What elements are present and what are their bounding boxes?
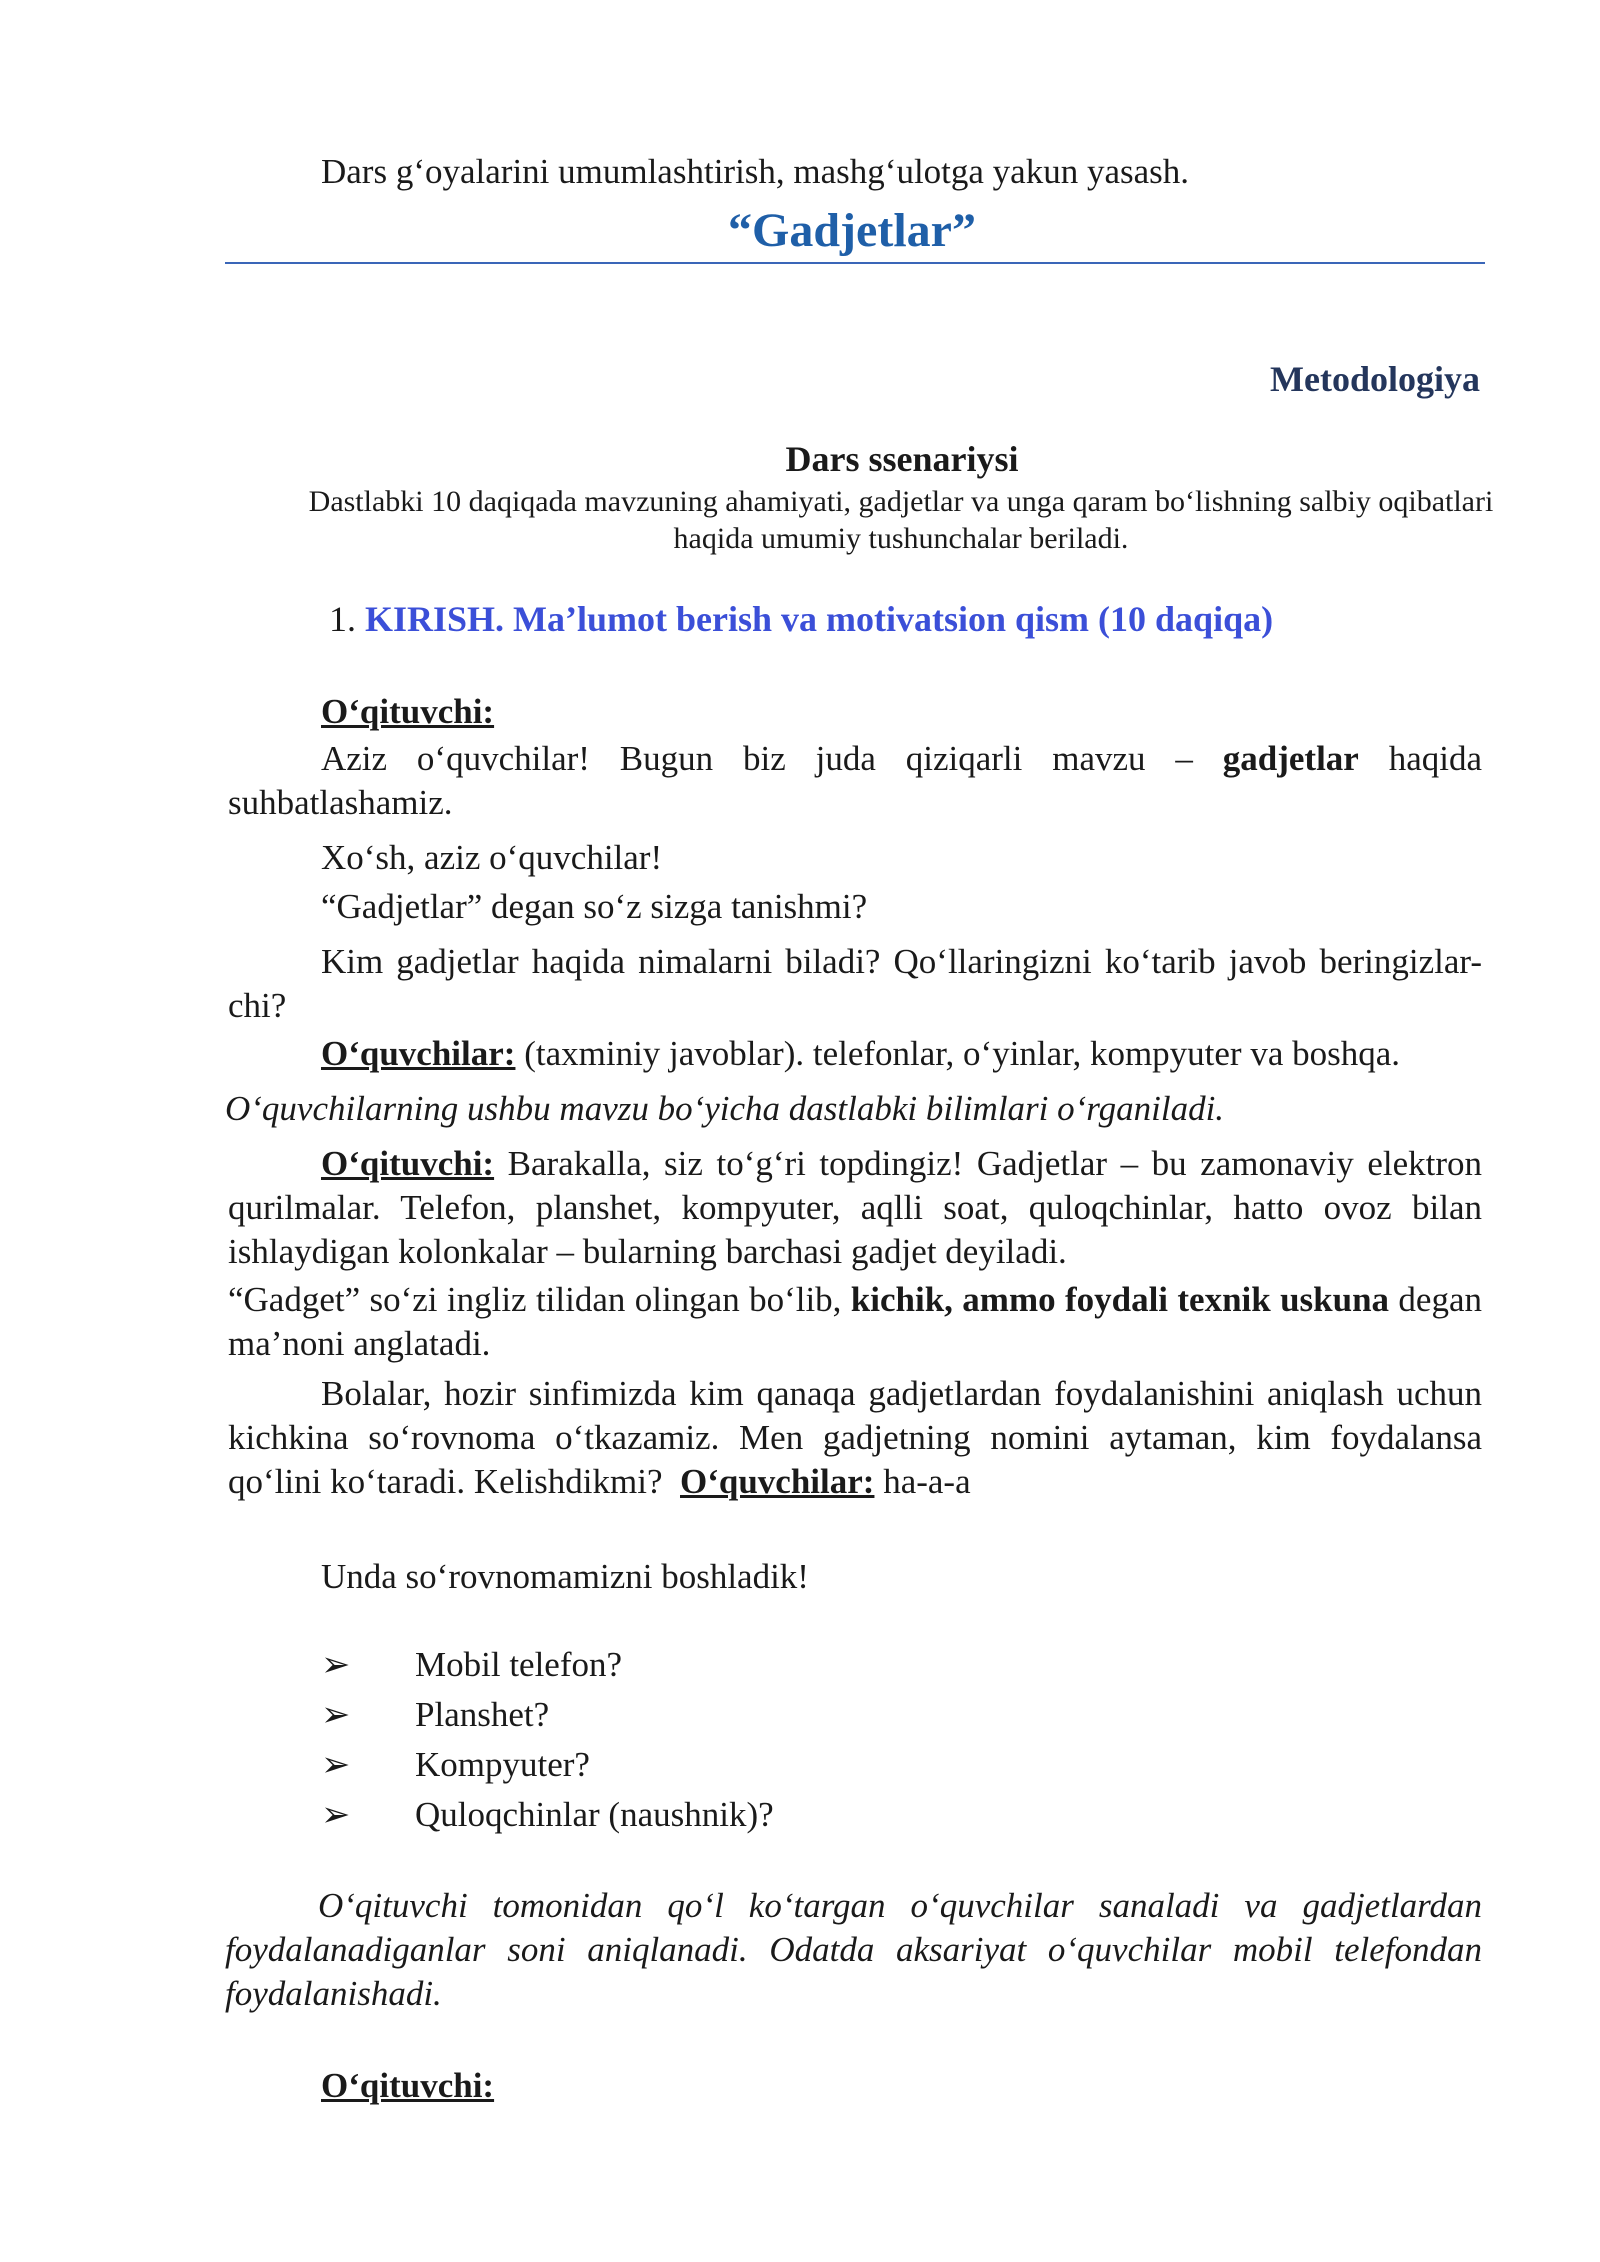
students-answer-line	[321, 1034, 1400, 1074]
italic-note-count-text: O‘qituvchi tomonidan qo‘l ko‘targan o‘quvchilar sanaladi va gadjetlardan foydalanadiganlar soni aniqlanadi. Odatda aksariyat o‘quvchilar mobil telefondan foydalanishadi.	[225, 1886, 1482, 2013]
title-divider	[225, 262, 1485, 264]
teacher-label-bottom: O‘qituvchi:	[321, 2066, 495, 2105]
gadget-word-bold: kichik, ammo foydali texnik uskuna	[850, 1280, 1390, 1319]
teacher-explain-label: O‘qituvchi:	[321, 1144, 495, 1183]
document-title: “Gadjetlar”	[728, 204, 976, 257]
arrow-bullet-icon: ➢	[321, 1645, 351, 1684]
survey-text: Bolalar, hozir sinfimizda kim qanaqa gadjetlardan foydalanishini aniqlash uchun kichkina so‘rovnoma o‘tkazamiz. Men gadjetning nomini aytaman, kim foydalansa qo‘lini ko‘taradi. Kelishdikmi?	[228, 1374, 1482, 1501]
italic-note-count	[225, 1884, 1482, 2016]
gadget-word-paragraph	[228, 1278, 1482, 1366]
arrow-bullet-icon: ➢	[321, 1745, 351, 1784]
gadget-word-tail: degan ma’noni anglatadi.	[228, 1280, 1482, 1363]
methodology-heading: Metodologiya	[1270, 359, 1480, 399]
survey-students-label: O‘quvchilar:	[680, 1462, 875, 1501]
students-answer-text: (taxminiy javoblar). telefonlar, o‘yinlar, kompyuter va boshqa.	[524, 1034, 1401, 1073]
section-number: 1.	[329, 599, 356, 639]
teacher-explain-paragraph	[228, 1142, 1482, 1274]
teacher-label: O‘qituvchi:	[321, 692, 495, 731]
who-paragraph: Kim gadjetlar haqida nimalarni biladi? Qo‘llaringizni ko‘tarib javob beringizlar-chi?	[228, 942, 1482, 1025]
list-item-text: Quloqchinlar (naushnik)?	[415, 1795, 774, 1834]
question-line: “Gadjetlar” degan so‘z sizga tanishmi?	[321, 887, 868, 926]
students-label: O‘quvchilar:	[321, 1034, 516, 1073]
italic-note-knowledge-text: O‘quvchilarning ushbu mavzu bo‘yicha dastlabki bilimlari o‘rganiladi.	[225, 1089, 1225, 1128]
italic-note-knowledge	[225, 1089, 1224, 1129]
scenario-description: Dastlabki 10 daqiqada mavzuning ahamiyati, gadjetlar va unga qaram bo‘lishning salbiy oqibatlari haqida umumiy tushunchalar beriladi.	[308, 485, 1494, 555]
section-heading	[329, 598, 1273, 640]
list-item-text: Planshet?	[415, 1695, 550, 1734]
survey-students-reply: ha-a-a	[883, 1462, 971, 1501]
teacher-explain-text: Barakalla, siz to‘g‘ri topdingiz! Gadjetlar – bu zamonaviy elektron qurilmalar. Telefon, planshet, kompyuter, aqlli soat, quloqchinlar, hatto ovoz bilan ishlaydigan kolonkalar – bularning barchasi gadjet deyiladi.	[228, 1144, 1482, 1271]
scenario-title: Dars ssenariysi	[785, 439, 1019, 479]
greeting-bold: gadjetlar	[1222, 739, 1359, 778]
arrow-bullet-icon: ➢	[321, 1795, 351, 1834]
xosh-line: Xo‘sh, aziz o‘quvchilar!	[321, 838, 663, 877]
arrow-bullet-icon: ➢	[321, 1695, 351, 1734]
greeting-text: Aziz o‘quvchilar! Bugun biz juda qiziqarli mavzu –	[321, 739, 1193, 778]
greeting-paragraph	[228, 737, 1482, 825]
greeting-tail: haqida suhbatlashamiz.	[228, 739, 1483, 822]
survey-paragraph	[228, 1372, 1482, 1504]
survey-start-line: Unda so‘rovnomamizni boshladik!	[321, 1557, 809, 1596]
section-title: KIRISH. Ma’lumot berish va motivatsion qism (10 daqiqa)	[365, 599, 1274, 639]
gadget-word-text: “Gadget” so‘zi ingliz tilidan olingan bo‘lib,	[228, 1280, 842, 1319]
list-item-text: Mobil telefon?	[415, 1645, 623, 1684]
list-item-text: Kompyuter?	[415, 1745, 590, 1784]
intro-line: Dars g‘oyalarini umumlashtirish, mashg‘ulotga yakun yasash.	[321, 152, 1190, 191]
